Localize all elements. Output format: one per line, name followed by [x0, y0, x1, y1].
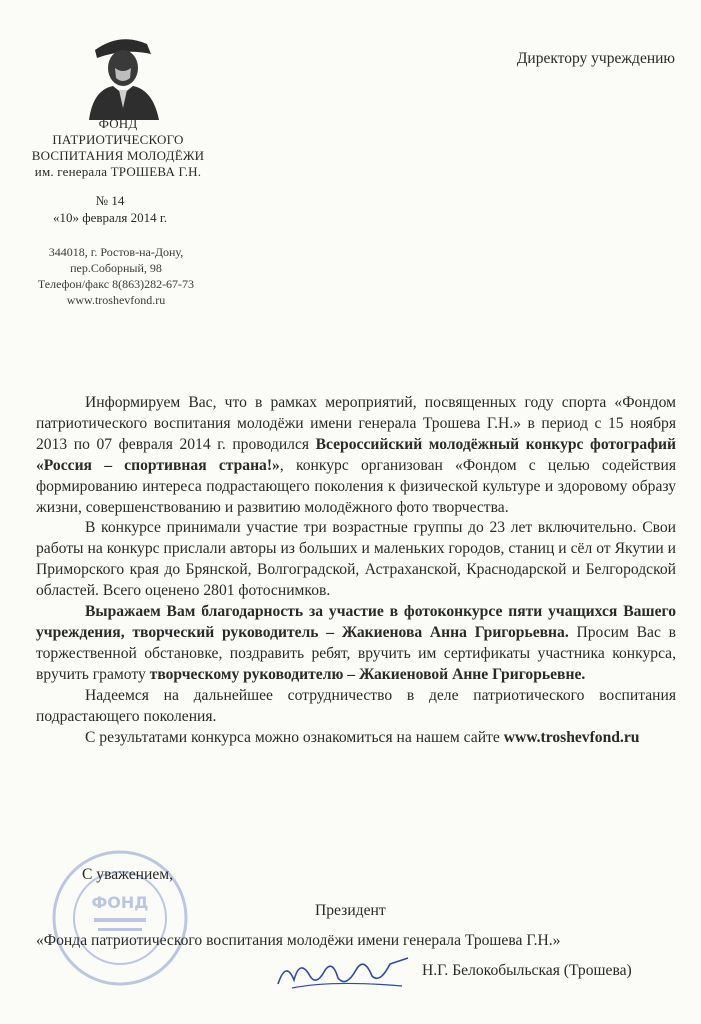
recipient: Директору учреждению	[516, 50, 675, 67]
leader-name: творческому руководителю – Жакиеновой Анне Григорьевне.	[149, 665, 586, 683]
document-number: № 14	[95, 193, 125, 208]
paragraph: Надеемся на дальнейшее сотрудничество в деле патриотического воспитания подрастающего поколения.	[36, 686, 676, 725]
stamp-text: ФОНД	[91, 893, 149, 912]
paragraph	[36, 602, 676, 686]
signer-name: Н.Г. Белокобыльская (Трошева)	[422, 962, 632, 979]
org-line: ВОСПИТАНИЯ МОЛОДЁЖИ	[31, 148, 205, 163]
text: Информируем Вас, что в рамках мероприятий, посвященных году спорта «Фондом патриотического воспитания молодёжи имени генерала Трошева Г.Н.» в период с 15 ноября 2013 по 07 февраля 2014 г. проводился	[36, 394, 676, 453]
website-link: www.troshevfond.ru	[503, 728, 640, 746]
signature	[272, 950, 412, 994]
fund-name: «Фонда патриотического воспитания молодёжи имени генерала Трошева Г.Н.»	[36, 932, 561, 949]
address-line: 344018, г. Ростов-на-Дону,	[48, 245, 184, 259]
document-date: «10» февраля 2014 г.	[52, 210, 168, 225]
gratitude-text: Выражаем Вам благодарность за участие в фотоконкурсе пяти учащихся Вашего учреждения, творческий руководитель – Жакиенова Анна Григорьевна.	[36, 603, 676, 641]
letter-body	[36, 393, 676, 748]
organization-name	[8, 116, 228, 180]
text: С результатами конкурса можно ознакомиться на нашем сайте	[85, 728, 504, 746]
address-line: пер.Соборный, 98	[70, 261, 162, 275]
org-line: ФОНД	[98, 116, 138, 131]
text: , конкурс организован «Фондом с целью содействия формированию интереса подрастающего поколения к физической культуре и здоровому образу жизни, совершенствованию и развитию молодёжного фото творчества.	[36, 456, 677, 516]
address-block	[0, 244, 232, 308]
contest-name: Всероссийский молодёжный конкурс фотографий «Россия – спортивная страна!»	[36, 435, 676, 474]
org-line: ПАТРИОТИЧЕСКОГО	[52, 132, 184, 147]
closing: С уважением,	[82, 866, 174, 883]
website-line: www.troshevfond.ru	[66, 293, 166, 307]
text: Просим Вас в торжественной обстановке, поздравить ребят, вручить им сертификаты участника конкурса, вручить грамоту	[36, 623, 676, 683]
signer-title: Президент	[315, 902, 386, 919]
soldier-portrait-icon	[75, 28, 165, 120]
paragraph: В конкурсе принимали участие три возрастные группы до 23 лет включительно. Свои работы на конкурс прислали авторы из больших и маленьких городов, станиц и сёл от Якутии и Приморского края до Брянской, Волгоградской, Астраханской, Краснодарской и Белгородской областей. Всего оценено 2801 фотоснимков.	[36, 519, 676, 600]
paragraph	[36, 728, 676, 749]
phone-line: Телефон/факс 8(863)282-67-73	[37, 277, 195, 291]
org-line: им. генерала ТРОШЕВА Г.Н.	[34, 164, 202, 179]
paragraph	[36, 393, 676, 518]
